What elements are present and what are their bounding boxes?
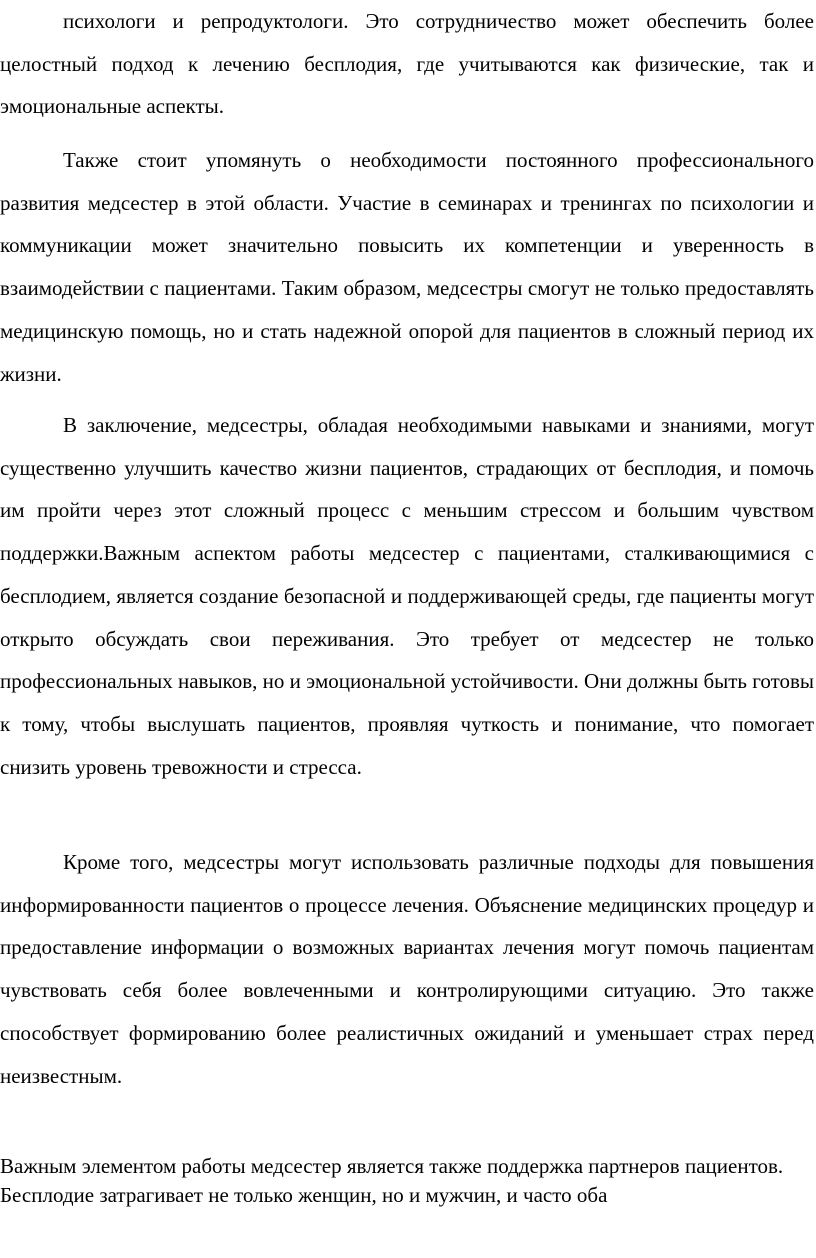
paragraph-1: психологи и репродуктологи. Это сотрудничество может обеспечить более целостный подход к лечению бесплодия, где учитываются как физические, так и эмоциональные аспекты.	[0, 9, 814, 119]
paragraph-2: Также стоит упомянуть о необходимости постоянного профессионального развития медсестер в этой области. Участие в семинарах и тренингах по психологии и коммуникации может значительно повысить их компетенции и уверенность в взаимодействии с пациентами. Таким образом, медсестры смогут не только предоставлять медицинскую помощь, но и стать надежной опорой для пациентов в сложный период их жизни.	[0, 148, 814, 386]
paragraph-4: Кроме того, медсестры могут использовать различные подходы для повышения информированности пациентов о процессе лечения. Объяснение медицинских процедур и предоставление информации о возможных вариантах лечения могут помочь пациентам чувствовать себя более вовлеченными и контролирующими ситуацию. Это также способствует формированию более реалистичных ожиданий и уменьшает страх перед неизвестным.	[0, 850, 814, 1088]
paragraph-5: Важным элементом работы медсестер является также поддержка партнеров пациентов. Бесплодие затрагивает не только женщин, но и мужчин, и часто оба	[0, 1154, 784, 1207]
paragraph-3: В заключение, медсестры, обладая необходимыми навыками и знаниями, могут существенно улучшить качество жизни пациентов, страдающих от бесплодия, и помочь им пройти через этот сложный процесс с меньшим стрессом и большим чувством поддержки.Важным аспектом работы медсестер с пациентами, сталкивающимися с бесплодием, является создание безопасной и поддерживающей среды, где пациенты могут открыто обсуждать свои переживания. Это требует от медсестер не только профессиональных навыков, но и эмоциональной устойчивости. Они должны быть готовы к тому, чтобы выслушать пациентов, проявляя чуткость и понимание, что помогает снизить уровень тревожности и стресса.	[0, 413, 814, 779]
